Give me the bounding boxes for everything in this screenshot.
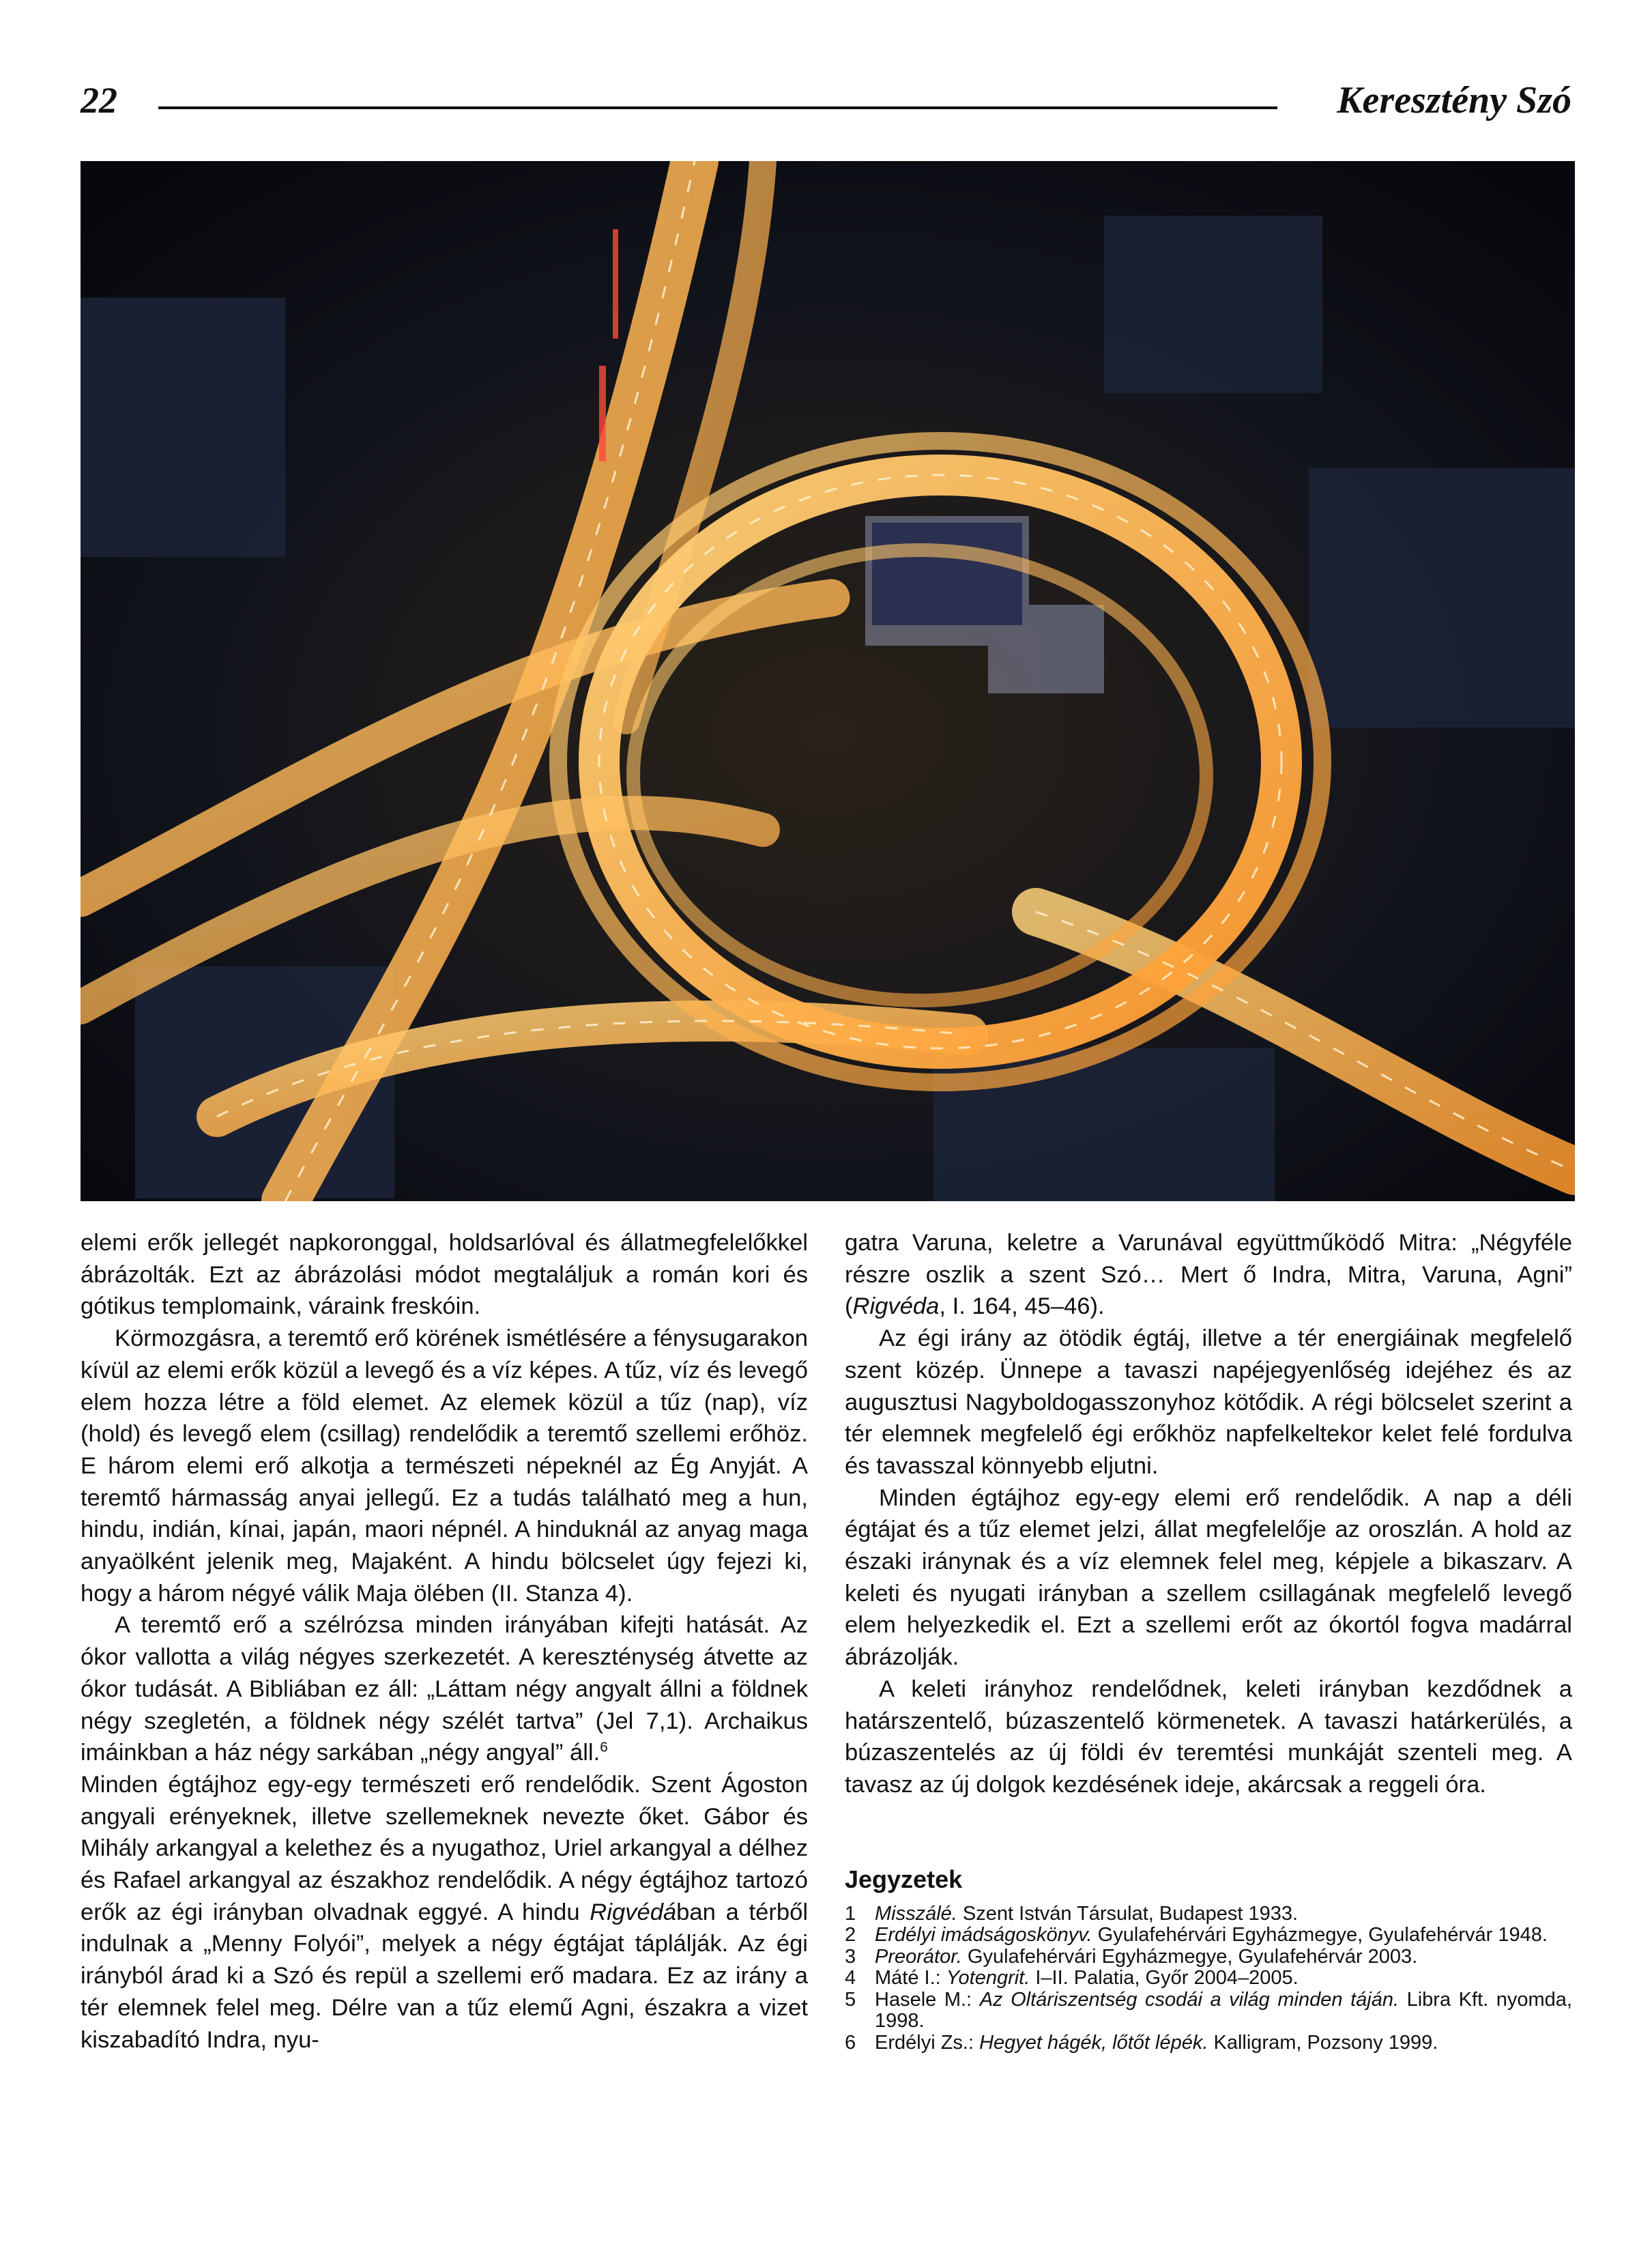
paragraph-text: Minden égtájhoz egy-egy természeti erő rendelődik. Szent Ágoston angyali erényeknek, illetve szellemeknek nevezte őket. Gábor és Mihály arkangyal a kelethez és a nyugathoz, Uriel arkangyal a délhez és Rafael arkangyal az északhoz rendelődik. A négy égtájhoz tartozó erők az égi irányban olvadnak eggyé. A hindu — [81, 1771, 808, 1925]
note-author: Hasele M.: — [875, 1988, 980, 2011]
paragraph: A keleti irányhoz rendelődnek, keleti irányban kezdődnek a határszentelő, búzaszentelő körmenetek. A tavaszi határkerülés, a búzaszentelés az új földi év teremtési munkáját szenteli meg. A tavasz az új dolgok kezdésének ideje, akárcsak a reggeli óra. — [845, 1676, 1572, 1798]
note-item — [845, 1925, 1572, 1946]
note-item — [845, 1946, 1572, 1968]
text-column-right — [845, 1227, 1572, 2054]
magazine-title: Keresztény Szó — [1337, 79, 1571, 121]
paragraph-text: ban a térből indulnak a „Menny Folyói”, melyek a négy égtájat táplálják. Az égi irányból árad ki a Szó és repül a szellemi erő madara. Ez az irány a tér elemnek felel meg. Délre van a tűz elemű Agni, északra a vizet kiszabadító Indra, nyu- — [81, 1899, 808, 2053]
note-item — [845, 1968, 1572, 1989]
paragraph-text: A teremtő erő a szélrózsa minden irányában kifejti hatását. Az ókor vallotta a világ négyes szerkezetét. A kereszténység átvette az ókor tudását. A Bibliában ez áll: „Láttam négy angyalt állni a földnek négy szegletén, a földnek négy szélét tartva” (Jel 7,1). Archaikus imáinkban a ház négy sarkában „négy angyal” áll. — [81, 1612, 808, 1766]
notes-section — [845, 1864, 1572, 2054]
note-title: Yotengrit. — [946, 1967, 1030, 1989]
paragraph: Az égi irány az ötödik égtáj, illetve a tér energiáinak megfelelő szent közép. Ünnepe a tavaszi napéjegyenlőség idejéhez és az augusztusi Nagyboldogasszonyhoz kötődik. A régi bölcselet szerint a tér elemnek megfelelő égi erőkhöz napfelkeltekor kelet felé fordulva és tavasszal könnyebb eljutni. — [845, 1325, 1572, 1479]
notes-title: Jegyzetek — [845, 1865, 963, 1893]
header-rule — [158, 106, 1277, 109]
italic-term: Rigvéda — [852, 1293, 940, 1320]
note-text: Szent István Társulat, Budapest 1933. — [957, 1902, 1299, 1925]
note-item — [845, 2032, 1572, 2054]
note-title: Erdélyi imádságoskönyv. — [875, 1924, 1092, 1946]
note-number: 4 — [845, 1967, 856, 1989]
text-column-left — [81, 1227, 808, 2056]
note-text: I–II. Palatia, Győr 2004–2005. — [1030, 1967, 1299, 1989]
note-author: Máté I.: — [875, 1967, 946, 1989]
note-title: Preorátor. — [875, 1945, 962, 1968]
note-number: 3 — [845, 1945, 856, 1968]
note-text: Gyulafehérvári Egyházmegye, Gyulafehérvár 2003. — [961, 1945, 1418, 1968]
paragraph: elemi erők jellegét napkoronggal, holdsarlóval és állatmegfelelőkkel ábrázolták. Ezt az ábrázolási módot megtaláljuk a román kori és gótikus templomaink, váraink freskóin. — [81, 1230, 808, 1320]
paragraph: Minden égtájhoz egy-egy elemi erő rendelődik. A nap a déli égtájat és a tűz elemet jelzi, állat megfelelője az oroszlán. A hold az északi iránynak és a víz elemnek felel meg, képjele a bikaszarv. A keleti és nyugati irányban a szellem csillagának megfelelő levegő elem helyezkedik el. Ezt a szellemi erőt az ókortól fogva madárral ábrázolják. — [845, 1484, 1572, 1671]
note-text: Gyulafehérvári Egyházmegye, Gyulafehérvár 1948. — [1092, 1924, 1548, 1946]
note-number: 6 — [845, 2031, 856, 2054]
note-title: Az Oltáriszentség csodái a világ minden táján. — [979, 1988, 1400, 2011]
page-number: 22 — [81, 80, 117, 121]
footnote-ref: 6 — [600, 1739, 608, 1755]
note-item — [845, 1903, 1572, 1925]
paragraph — [81, 1609, 808, 1769]
note-number: 5 — [845, 1988, 856, 2011]
note-title: Misszálé. — [875, 1902, 957, 1925]
paragraph — [81, 1769, 808, 2056]
note-text: Kalligram, Pozsony 1999. — [1208, 2031, 1438, 2054]
note-item — [845, 1989, 1572, 2032]
note-text: Libra Kft. nyomda, 1998. — [875, 1988, 1572, 2032]
paragraph — [845, 1227, 1572, 1323]
paragraph-text: gatra Varuna, keletre a Varunával együttműködő Mitra: „Négyféle részre oszlik a szent Szó… Mert ő Indra, Mitra, Varuna, Agni” ( — [845, 1230, 1572, 1320]
note-number: 2 — [845, 1924, 856, 1946]
note-title: Hegyet hágék, lőtőt lépék. — [979, 2031, 1208, 2054]
note-author: Erdélyi Zs.: — [875, 2031, 980, 2054]
italic-term: Rigvédá — [590, 1899, 677, 1925]
highway-interchange-photo — [81, 161, 1575, 1201]
paragraph: Körmozgásra, a teremtő erő körének ismétlésére a fénysugarakon kívül az elemi erők közül a levegő és a víz képes. A tűz, víz és levegő elem hozza létre a föld elemet. Az elemek közül a tűz (nap), víz (hold) és levegő elem (csillag) rendelődik a teremtő szellemi erőhöz. E három elemi erő alkotja a természeti népeknél az Ég Anyját. A teremtő hármasság anyai jellegű. Ez a tudás található meg a hun, hindu, indián, kínai, japán, maori népnél. A hinduknál az anyag maga anyaölként jelenik meg, Majaként. A hindu bölcselet úgy fejezi ki, hogy a három négyé válik Maja ölében (II. Stanza 4). — [81, 1325, 808, 1607]
paragraph-text: , I. 164, 45–46). — [939, 1293, 1105, 1320]
note-number: 1 — [845, 1902, 856, 1925]
